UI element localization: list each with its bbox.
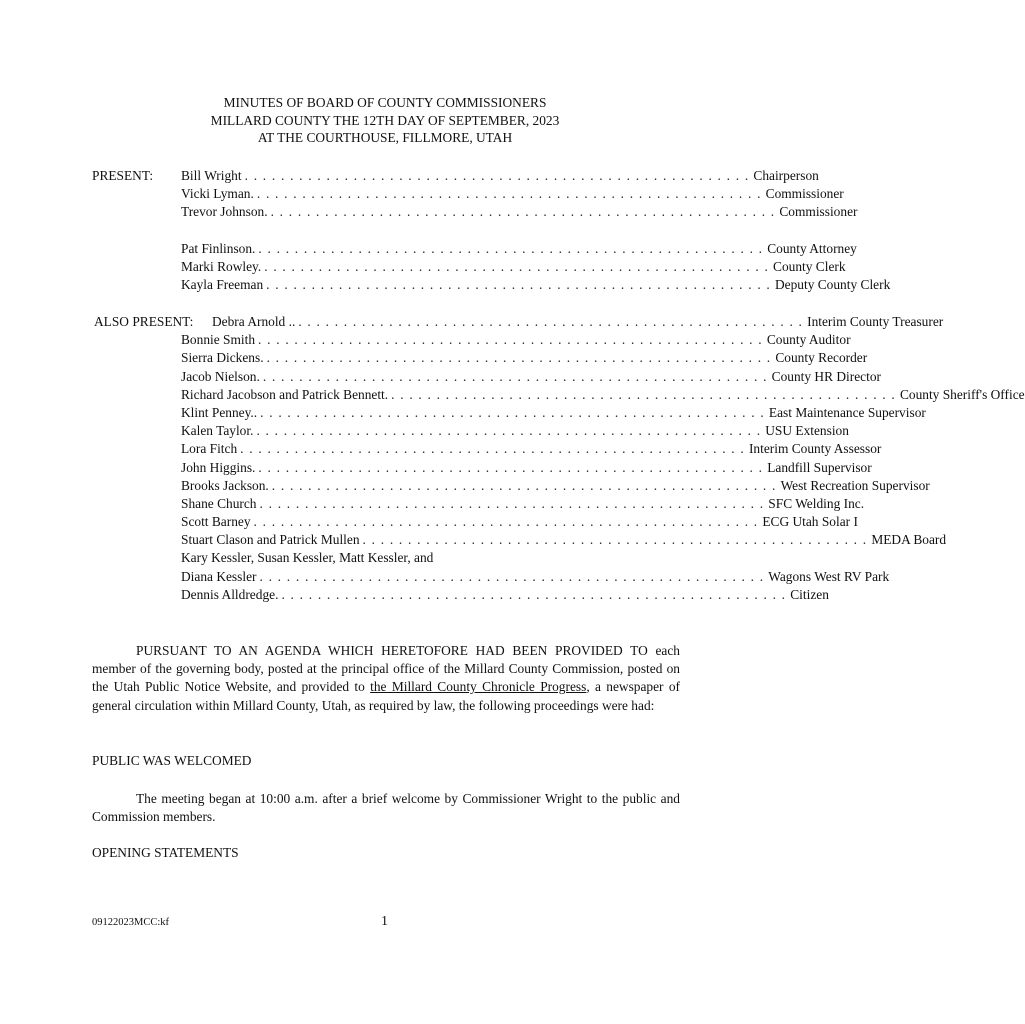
attendee-row: Trevor Johnson. . . . . . . . . . . . . . . . . . . . . . . . . . . . . . . . . . . . . . . . . . . . . . . . . . . . . . . . . Commissioner	[181, 203, 680, 221]
heading-line-1: MINUTES OF BOARD OF COUNTY COMMISSIONERS	[223, 95, 547, 110]
attendee-row: Scott Barney . . . . . . . . . . . . . . . . . . . . . . . . . . . . . . . . . . . . . . . . . . . . . . . . . . . . . . . . ECG Utah Solar I	[181, 513, 680, 531]
agenda-paragraph	[92, 642, 680, 715]
attendee-name: Stuart Clason and Patrick Mullen	[181, 532, 360, 548]
attendee-row: Shane Church . . . . . . . . . . . . . . . . . . . . . . . . . . . . . . . . . . . . . . . . . . . . . . . . . . . . . . . . SFC Welding Inc.	[181, 495, 680, 513]
attendee-title: West Recreation Supervisor	[780, 477, 930, 493]
present-label: PRESENT:	[92, 168, 154, 183]
attendee-title: SFC Welding Inc.	[768, 495, 865, 511]
attendee-title: Citizen	[790, 586, 829, 602]
attendee-name: Marki Rowley.	[181, 259, 262, 275]
attendee-row: Diana Kessler . . . . . . . . . . . . . . . . . . . . . . . . . . . . . . . . . . . . . . . . . . . . . . . . . . . . . . . . Wagons West RV Park	[181, 568, 680, 586]
attendee-name: Dennis Alldredge.	[181, 586, 279, 602]
attendee-name: Kary Kessler, Susan Kessler, Matt Kessler, and	[181, 550, 434, 566]
attendee-row: Klint Penney.. . . . . . . . . . . . . . . . . . . . . . . . . . . . . . . . . . . . . . . . . . . . . . . . . . . . . . . . . East Maintenance Supervisor	[181, 404, 680, 422]
attendee-row: Kayla Freeman . . . . . . . . . . . . . . . . . . . . . . . . . . . . . . . . . . . . . . . . . . . . . . . . . . . . . . . . Deputy County Clerk	[181, 276, 680, 294]
also-present-first-row	[212, 313, 944, 331]
agenda-paragraph-lead: PURSUANT TO AN AGENDA WHICH HERETOFORE HAD BEEN PROVIDED TO each member of the governing body, posted at the principal office of the Millard County Commission, posted on the Utah Public Notice Website, and provided to	[92, 643, 680, 695]
newspaper-name: the Millard County Chronicle Progress	[370, 679, 587, 695]
attendee-name: John Higgins.	[181, 459, 256, 475]
attendee-row: Bonnie Smith . . . . . . . . . . . . . . . . . . . . . . . . . . . . . . . . . . . . . . . . . . . . . . . . . . . . . . . . County Auditor	[181, 331, 680, 349]
attendee-row: Vicki Lyman. . . . . . . . . . . . . . . . . . . . . . . . . . . . . . . . . . . . . . . . . . . . . . . . . . . . . . . . . Commissioner	[181, 185, 680, 203]
attendee-title: County Clerk	[773, 259, 846, 275]
attendee-name: Richard Jacobson and Patrick Bennett.	[181, 386, 389, 402]
meeting-start-paragraph	[92, 790, 680, 826]
attendee-name: Klint Penney..	[181, 404, 258, 420]
attendee-title: Commissioner	[779, 204, 858, 220]
attendee-title: County Sheriff's Office	[899, 386, 1025, 402]
attendee-row: Pat Finlinson. . . . . . . . . . . . . . . . . . . . . . . . . . . . . . . . . . . . . . . . . . . . . . . . . . . . . . . . . County Attorney	[181, 240, 680, 258]
section-heading-public-welcomed: PUBLIC WAS WELCOMED	[92, 753, 252, 768]
attendee-title: County Attorney	[767, 241, 857, 257]
heading-line-3: AT THE COURTHOUSE, FILLMORE, UTAH	[257, 130, 513, 145]
attendee-title: MEDA Board	[871, 532, 947, 548]
attendee-row: Marki Rowley. . . . . . . . . . . . . . . . . . . . . . . . . . . . . . . . . . . . . . . . . . . . . . . . . . . . . . . . . County Clerk	[181, 258, 680, 276]
attendee-name: Vicki Lyman.	[181, 186, 254, 202]
attendee-title: County Recorder	[775, 350, 868, 366]
attendee-name: Sierra Dickens.	[181, 350, 264, 366]
attendee-title: County HR Director	[771, 368, 881, 384]
attendee-name: Debra Arnold ..	[212, 314, 296, 329]
attendee-title: Interim County Treasurer	[807, 314, 944, 329]
attendee-row: Debra Arnold .. . . . . . . . . . . . . . . . . . . . . . . . . . . . . . . . . . . . . . . . . . . . . . . . . . . . . . . . . Interim County Treasurer	[212, 313, 680, 331]
document-heading	[0, 94, 770, 147]
attendee-title: Commissioner	[765, 186, 844, 202]
attendee-name: Kayla Freeman	[181, 277, 264, 293]
attendee-name: Kalen Taylor.	[181, 423, 254, 439]
attendee-row: Stuart Clason and Patrick Mullen . . . . . . . . . . . . . . . . . . . . . . . . . . . . . . . . . . . . . . . . . . . . . . . . . . . . . . . . MEDA Board	[181, 531, 680, 549]
attendee-title: Interim County Assessor	[748, 441, 882, 457]
attendee-name: Diana Kessler	[181, 568, 257, 584]
attendee-row: John Higgins. . . . . . . . . . . . . . . . . . . . . . . . . . . . . . . . . . . . . . . . . . . . . . . . . . . . . . . . . Landfill Supervisor	[181, 459, 680, 477]
attendee-name: Scott Barney	[181, 514, 251, 530]
attendee-title: Landfill Supervisor	[767, 459, 872, 475]
meeting-start-text: The meeting began at 10:00 a.m. after a brief welcome by Commissioner Wright to the public and Commission members.	[92, 791, 680, 825]
document-code: 09122023MCC:kf	[92, 917, 170, 928]
attendee-title: County Auditor	[766, 332, 851, 348]
attendee-row: Jacob Nielson. . . . . . . . . . . . . . . . . . . . . . . . . . . . . . . . . . . . . . . . . . . . . . . . . . . . . . . . . County HR Director	[181, 368, 680, 386]
attendee-name: Trevor Johnson.	[181, 204, 268, 220]
attendee-row: Richard Jacobson and Patrick Bennett. . . . . . . . . . . . . . . . . . . . . . . . . . . . . . . . . . . . . . . . . . . . . . . . . . . . . . . . . County Sheriff's Office	[181, 386, 680, 404]
attendee-name: Bill Wright	[181, 168, 242, 183]
attendee-row: Kalen Taylor. . . . . . . . . . . . . . . . . . . . . . . . . . . . . . . . . . . . . . . . . . . . . . . . . . . . . . . . . USU Extension	[181, 422, 680, 440]
attendee-row: Bill Wright . . . . . . . . . . . . . . . . . . . . . . . . . . . . . . . . . . . . . . . . . . . . . . . . . . . . . . . . Chairperson	[181, 167, 680, 185]
also-present-roster	[181, 331, 1025, 604]
attendee-title: ECG Utah Solar I	[762, 514, 858, 530]
present-roster	[181, 167, 891, 295]
agenda-paragraph-tail: , a newspaper of general circulation within Millard County, Utah, as required by law, the following proceedings were had:	[92, 679, 680, 713]
heading-line-2: MILLARD COUNTY THE 12TH DAY OF SEPTEMBER, 2023	[210, 112, 560, 128]
attendee-name: Jacob Nielson.	[181, 368, 260, 384]
attendee-name: Pat Finlinson.	[181, 241, 256, 257]
attendee-row: Dennis Alldredge. . . . . . . . . . . . . . . . . . . . . . . . . . . . . . . . . . . . . . . . . . . . . . . . . . . . . . . . . Citizen	[181, 586, 680, 604]
attendee-row: Sierra Dickens. . . . . . . . . . . . . . . . . . . . . . . . . . . . . . . . . . . . . . . . . . . . . . . . . . . . . . . . . County Recorder	[181, 349, 680, 367]
page-number: 1	[381, 914, 388, 929]
also-present-label: ALSO PRESENT:	[94, 314, 194, 329]
attendee-row-continued	[181, 549, 680, 567]
attendee-title: USU Extension	[765, 423, 849, 439]
attendee-row: Lora Fitch . . . . . . . . . . . . . . . . . . . . . . . . . . . . . . . . . . . . . . . . . . . . . . . . . . . . . . . . Interim County Assessor	[181, 440, 680, 458]
attendee-name: Brooks Jackson.	[181, 477, 269, 493]
attendee-title: Wagons West RV Park	[768, 568, 890, 584]
attendee-title: East Maintenance Supervisor	[768, 404, 926, 420]
attendee-name: Bonnie Smith	[181, 332, 256, 348]
attendee-name: Shane Church	[181, 495, 257, 511]
attendee-title: Deputy County Clerk	[774, 277, 891, 293]
attendee-row: Brooks Jackson. . . . . . . . . . . . . . . . . . . . . . . . . . . . . . . . . . . . . . . . . . . . . . . . . . . . . . . . . West Recreation Supervisor	[181, 477, 680, 495]
attendee-title: Chairperson	[753, 168, 819, 183]
section-heading-opening-statements: OPENING STATEMENTS	[92, 845, 239, 860]
attendee-name: Lora Fitch	[181, 441, 238, 457]
